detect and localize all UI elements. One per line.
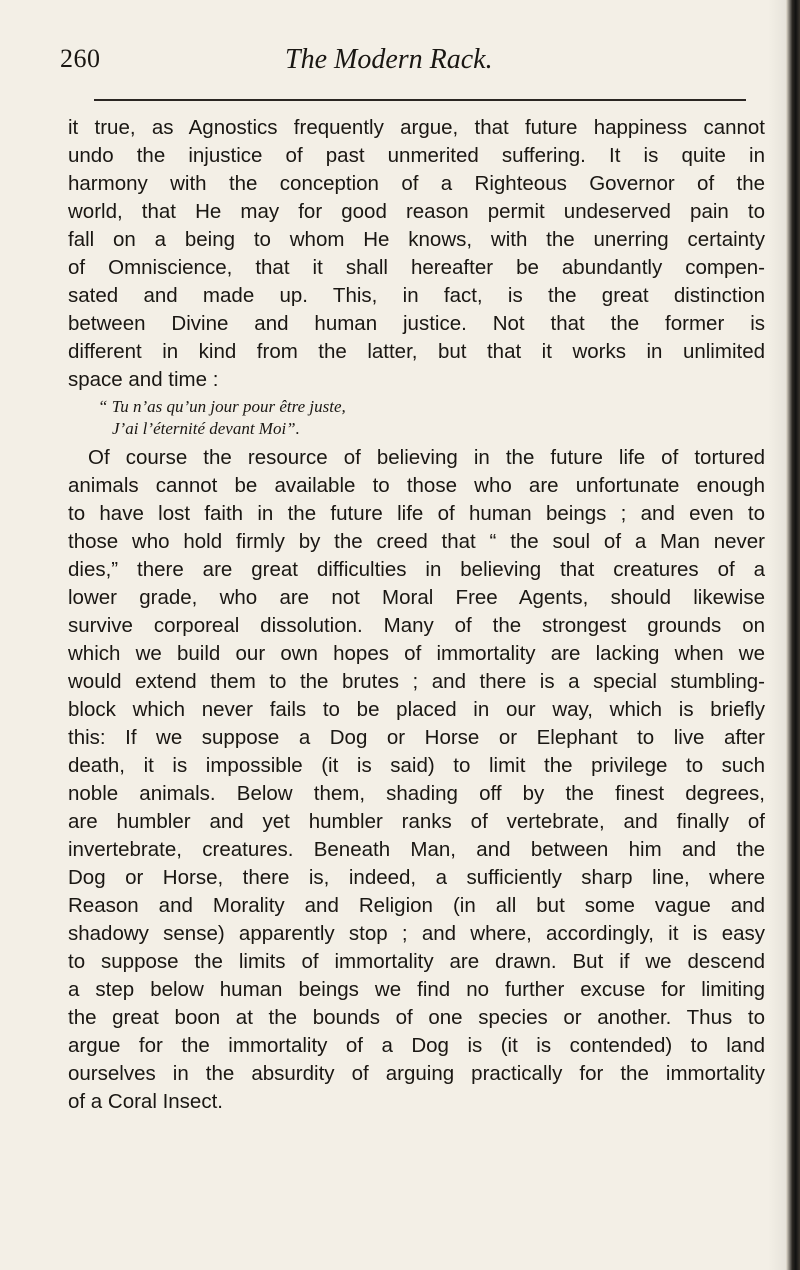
text-line: survive corporeal dissolution. Many of the strongest grounds on: [68, 614, 765, 637]
text-line: it true, as Agnostics frequently argue, that future happiness cannot: [68, 116, 765, 139]
text-line: world, that He may for good reason permit undeserved pain to: [68, 200, 765, 223]
text-line: this: If we suppose a Dog or Horse or Elephant to live after: [68, 726, 765, 749]
text-line: of a Coral Insect.: [68, 1090, 223, 1113]
text-line: between Divine and human justice. Not that the former is: [68, 312, 765, 335]
text-line: undo the injustice of past unmerited suffering. It is quite in: [68, 144, 765, 167]
text-line: Reason and Morality and Religion (in all but some vague and: [68, 894, 765, 917]
text-line: which we build our own hopes of immortality are lacking when we: [68, 642, 765, 665]
body-text: [68, 114, 765, 1116]
text-line: ourselves in the absurdity of arguing practically for the immortality: [68, 1062, 765, 1085]
text-line: noble animals. Below them, shading off by the finest degrees,: [68, 782, 765, 805]
text-line: a step below human beings we find no further excuse for limiting: [68, 978, 765, 1001]
text-line: would extend them to the brutes ; and there is a special stumbling-: [68, 670, 765, 693]
quote-line-1: “ Tu n’as qu’un jour pour être juste,: [98, 397, 346, 416]
text-line: space and time :: [68, 368, 219, 391]
text-line: block which never fails to be placed in our way, which is briefly: [68, 698, 765, 721]
text-line: death, it is impossible (it is said) to limit the privilege to such: [68, 754, 765, 777]
text-line: of Omniscience, that it shall hereafter be abundantly compen-: [68, 256, 765, 279]
page-edge: [786, 0, 800, 1270]
text-line: Of course the resource of believing in the future life of tortured: [88, 446, 765, 469]
running-title: The Modern Rack.: [285, 44, 493, 75]
text-line: sated and made up. This, in fact, is the great distinction: [68, 284, 765, 307]
paragraph-2: [68, 444, 765, 1116]
text-line: invertebrate, creatures. Beneath Man, and between him and the: [68, 838, 765, 861]
text-line: dies,” there are great difficulties in believing that creatures of a: [68, 558, 765, 581]
text-line: those who hold firmly by the creed that “ the soul of a Man never: [68, 530, 765, 553]
text-line: harmony with the conception of a Righteous Governor of the: [68, 172, 765, 195]
text-line: Dog or Horse, there is, indeed, a sufficiently sharp line, where: [68, 866, 765, 889]
text-line: to suppose the limits of immortality are drawn. But if we descend: [68, 950, 765, 973]
text-line: different in kind from the latter, but that it works in unlimited: [68, 340, 765, 363]
text-line: animals cannot be available to those who are unfortunate enough: [68, 474, 765, 497]
binding-shadow: [768, 0, 786, 1270]
text-line: the great boon at the bounds of one species or another. Thus to: [68, 1006, 765, 1029]
text-line: are humbler and yet humbler ranks of vertebrate, and finally of: [68, 810, 765, 833]
text-line: to have lost faith in the future life of human beings ; and even to: [68, 502, 765, 525]
running-head: [60, 44, 760, 84]
text-line: argue for the immortality of a Dog is (it is contended) to land: [68, 1034, 765, 1057]
text-line: fall on a being to whom He knows, with the unerring certainty: [68, 228, 765, 251]
text-line: lower grade, who are not Moral Free Agents, should likewise: [68, 586, 765, 609]
paragraph-1: [68, 114, 765, 394]
page-number: 260: [60, 44, 101, 73]
block-quote: [98, 396, 765, 440]
text-line: shadowy sense) apparently stop ; and where, accordingly, it is easy: [68, 922, 765, 945]
quote-line-2: J’ai l’éternité devant Moi”.: [112, 419, 300, 438]
header-rule: [94, 99, 746, 101]
